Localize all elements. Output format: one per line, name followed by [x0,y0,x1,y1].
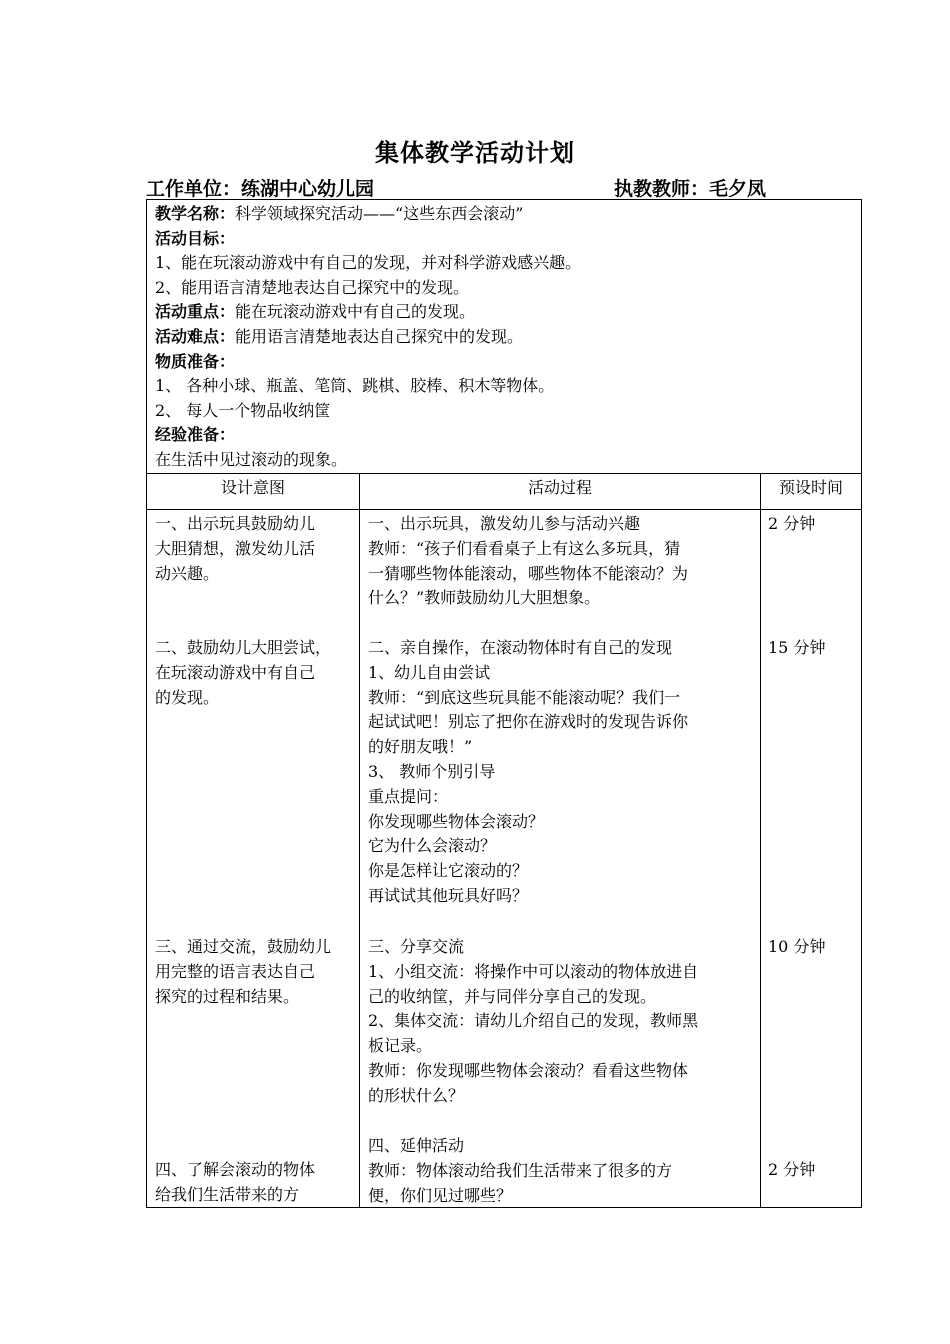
intent-line: 四、了解会滚动的物体 [155,1160,316,1179]
document-title: 集体教学活动计划 [375,138,575,167]
time-section-2: 15 分钟 [768,638,826,657]
process-line: 三、分享交流 [368,937,465,956]
intent-section-4 [155,1158,355,1208]
difficulty-label: 活动难点： [155,326,236,346]
materials-label: 物质准备： [155,351,236,371]
teacher-value: 毛夕凤 [709,178,767,200]
intent-line: 三、通过交流，鼓励幼儿 [155,937,332,956]
time-section-4: 2 分钟 [768,1160,816,1179]
process-line: 的好朋友哦！” [368,737,473,757]
intent-line: 一、出示玩具鼓励幼儿 [155,514,316,533]
intent-line: 用完整的语言表达自己 [155,961,316,981]
process-line: 你发现哪些物体会滚动？ [368,811,545,831]
experience-value: 在生活中见过滚动的现象。 [155,449,348,469]
material-1: 1、 各种小球、瓶盖、笔筒、跳棋、胶棒、积木等物体。 [155,376,555,396]
difficulty-row [155,325,855,350]
process-line: 它为什么会滚动？ [368,836,497,856]
process-line: 一、出示玩具，激发幼儿参与活动兴趣 [368,514,641,533]
process-line: 己的收纳筐，并与同伴分享自己的发现。 [368,986,657,1006]
process-line: 重点提问： [368,786,449,806]
header-time: 预设时间 [778,478,843,497]
lesson-name-row [155,202,855,227]
plan-table [146,199,862,1208]
time-section-3: 10 分钟 [768,937,826,956]
key-point-label: 活动重点： [155,302,236,322]
process-line: 2、集体交流：请幼儿介绍自己的发现，教师黑 [368,1011,699,1031]
process-line: 3、 教师个别引导 [368,761,496,781]
process-line: 一猜哪些物体能滚动，哪些物体不能滚动？为 [368,563,689,583]
teacher [614,174,766,201]
intent-line: 探究的过程和结果。 [155,986,300,1006]
intent-line: 动兴趣。 [155,563,220,583]
process-line: 1、小组交流：将操作中可以滚动的物体放进自 [368,961,699,981]
process-line: 便，你们见过哪些？ [368,1185,513,1205]
intent-section-2 [155,636,355,710]
goal-2: 2、能用语言清楚地表达自己探究中的发现。 [155,277,470,297]
time-section-1: 2 分钟 [768,514,816,533]
process-line: 起试试吧！别忘了把你在游戏时的发现告诉你 [368,712,689,732]
divider-info [147,473,861,474]
process-section-1 [368,512,758,611]
intent-line: 大胆猜想，激发幼儿活 [155,538,316,558]
work-unit [146,174,374,201]
header-intent: 设计意图 [220,478,285,497]
process-line: 教师：物体滚动给我们生活带来了很多的方 [368,1160,673,1180]
difficulty-value: 能用语言清楚地表达自己探究中的发现。 [235,326,524,346]
divider-header [147,509,861,510]
process-section-3 [368,935,758,1109]
intent-line: 二、鼓励幼儿大胆尝试， [155,638,332,657]
lesson-name-value: 科学领域探究活动——“这些东西会滚动” [235,204,524,223]
intent-line: 给我们生活带来的方 [155,1184,300,1204]
key-point-row [155,300,855,325]
process-line: 板记录。 [368,1036,433,1056]
process-section-2 [368,636,758,909]
process-line: 1、幼儿自由尝试 [368,662,491,682]
process-line: 教师：你发现哪些物体会滚动？看看这些物体 [368,1060,689,1080]
process-line: 的形状什么？ [368,1085,465,1105]
work-unit-value: 练湖中心幼儿园 [241,178,375,200]
process-line: 四、延伸活动 [368,1136,465,1155]
process-line: 再试试其他玩具好吗？ [368,885,529,905]
key-point-value: 能在玩滚动游戏中有自己的发现。 [235,302,476,322]
work-unit-label: 工作单位： [146,178,242,200]
column-divider-2 [760,473,761,1207]
intent-section-3 [155,935,355,1009]
process-line: 什么？”教师鼓励幼儿大胆想象。 [368,588,601,608]
material-2: 2、 每人一个物品收纳筐 [155,400,331,420]
process-section-4 [368,1134,758,1208]
goals-label: 活动目标： [155,228,236,248]
experience-label: 经验准备： [155,425,236,445]
info-section [155,202,855,473]
intent-section-1 [155,512,355,586]
process-line: 你是怎样让它滚动的？ [368,861,529,881]
lesson-name-label: 教学名称： [155,204,236,223]
intent-line: 的发现。 [155,687,220,707]
process-line: 教师：“孩子们看看桌子上有这么多玩具，猜 [368,538,681,558]
column-divider-1 [359,473,360,1207]
goal-1: 1、能在玩滚动游戏中有自己的发现，并对科学游戏感兴趣。 [155,253,582,273]
teacher-label: 执教教师： [614,178,710,200]
header-process: 活动过程 [527,478,592,497]
intent-line: 在玩滚动游戏中有自己 [155,662,316,682]
process-line: 教师：“到底这些玩具能不能滚动呢？我们一 [368,687,681,707]
process-line: 二、亲自操作，在滚动物体时有自己的发现 [368,638,673,657]
